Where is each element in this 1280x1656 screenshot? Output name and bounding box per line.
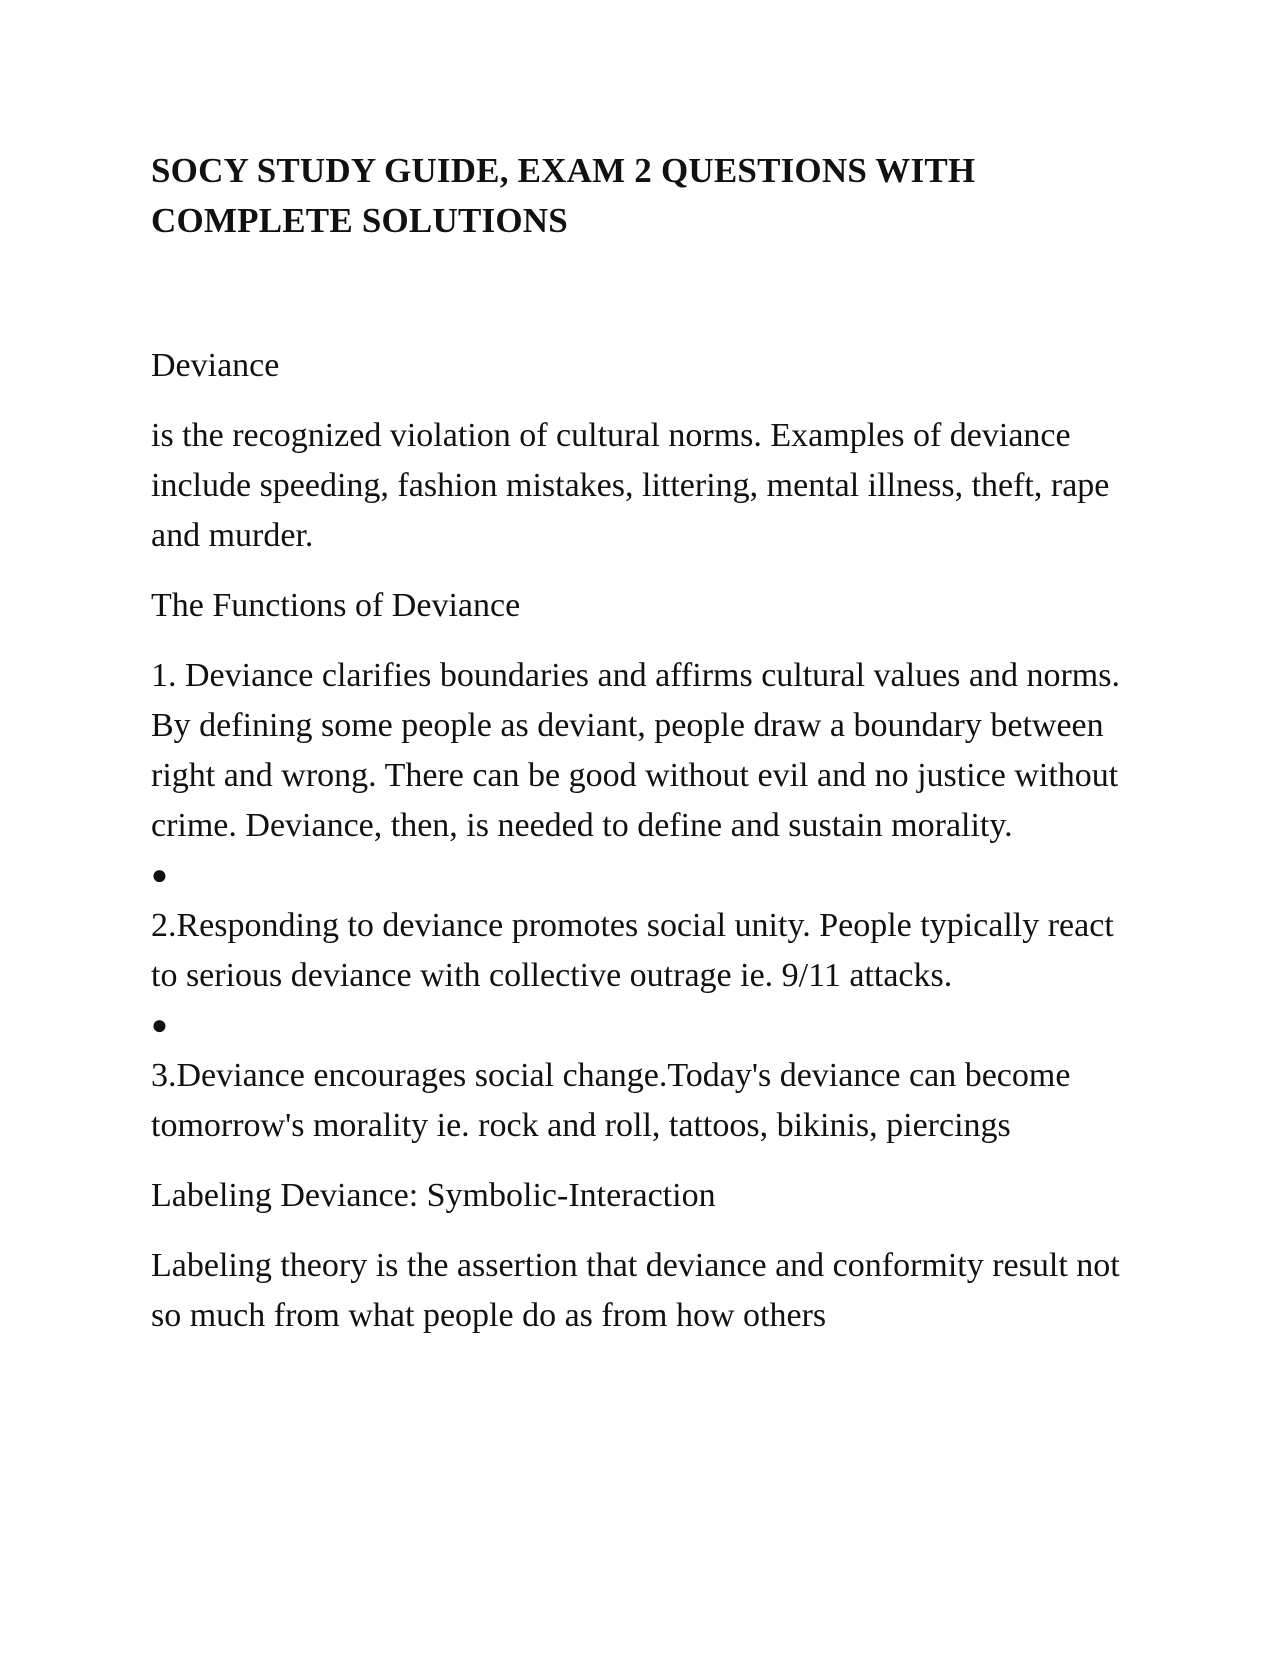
title-spacer	[151, 246, 1131, 341]
function-3-text: 3.Deviance encourages social change.Today's deviance can become tomorrow's morality ie. rock and roll, tattoos, bikinis, piercings	[151, 1057, 1071, 1144]
bullet-2: ●	[151, 1010, 168, 1041]
term-deviance: Deviance	[151, 347, 280, 384]
term-labeling-deviance: Labeling Deviance: Symbolic-Interaction	[151, 1177, 716, 1214]
function-1-text: 1. Deviance clarifies boundaries and affirms cultural values and norms. By defining some people as deviant, people draw a boundary between right and wrong. There can be good without evil and no justice without crime. Deviance, then, is needed to define and sustain morality.	[151, 657, 1120, 844]
document-body	[151, 146, 1131, 1361]
document-title-line-1: SOCY STUDY GUIDE, EXAM 2 QUESTIONS WITH	[151, 151, 976, 190]
term-functions-of-deviance: The Functions of Deviance	[151, 587, 521, 624]
document-title	[151, 146, 1131, 246]
bullet-1: ●	[151, 860, 168, 891]
definition-deviance: is the recognized violation of cultural norms. Examples of deviance include speeding, fashion mistakes, littering, mental illness, theft, rape and murder.	[151, 417, 1110, 554]
document-title-line-2: COMPLETE SOLUTIONS	[151, 201, 568, 240]
definition-labeling-theory: Labeling theory is the assertion that deviance and conformity result not so much from what people do as from how others	[151, 1247, 1120, 1334]
function-2-text: 2.Responding to deviance promotes social unity. People typically react to serious deviance with collective outrage ie. 9/11 attacks.	[151, 907, 1114, 994]
